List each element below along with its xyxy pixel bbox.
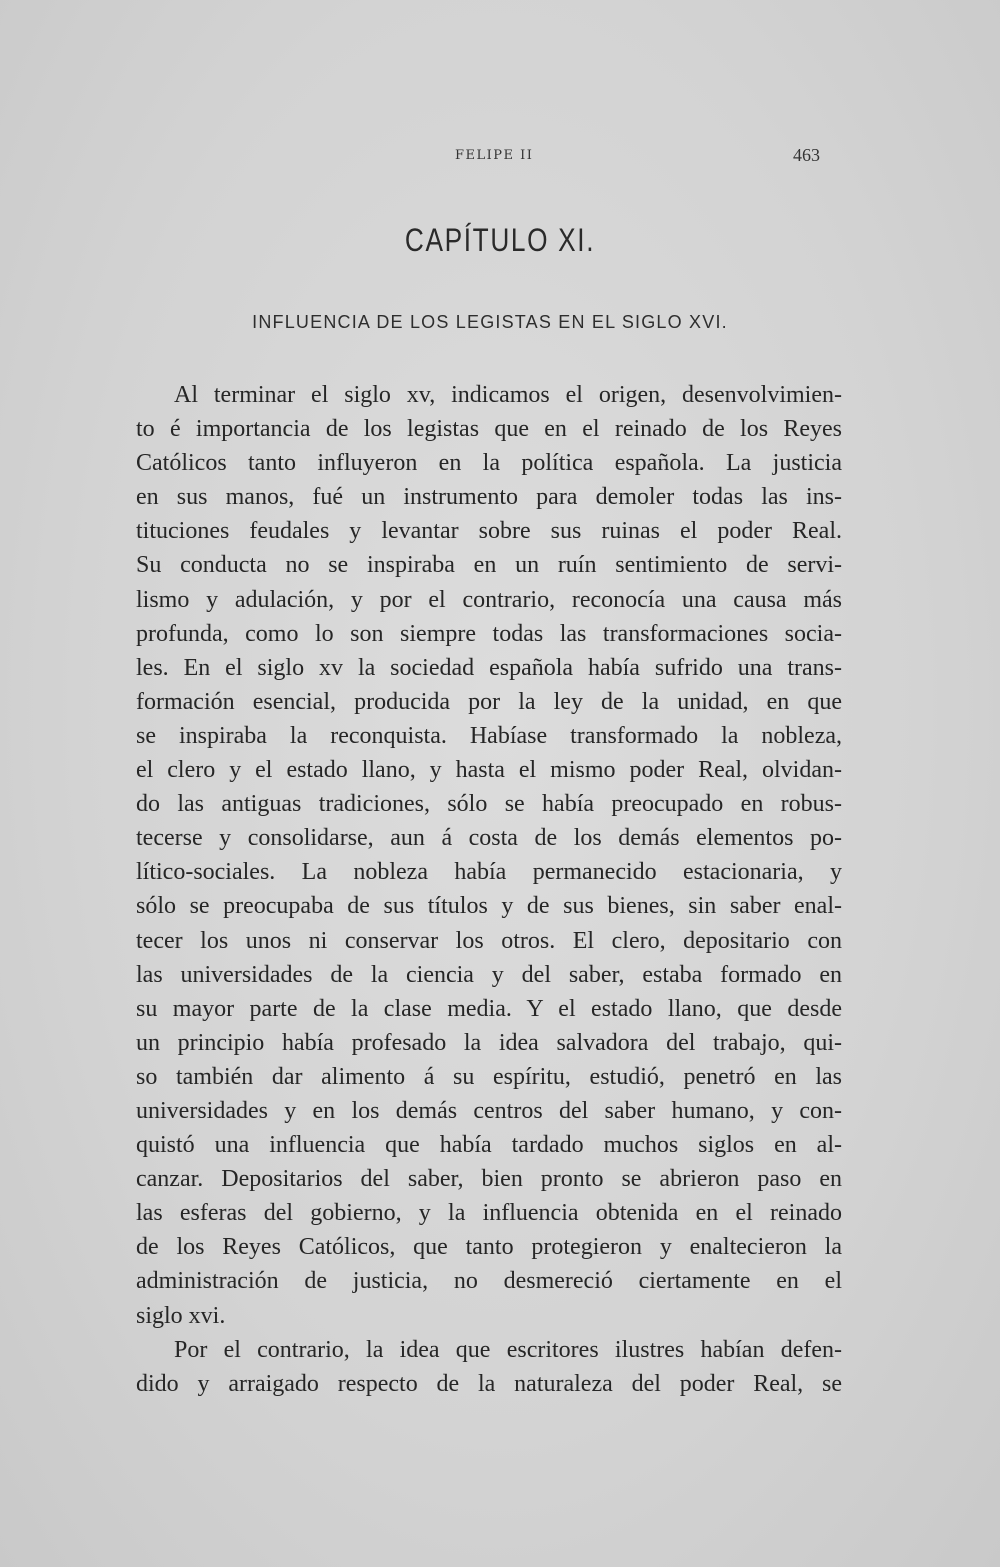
chapter-subtitle: INFLUENCIA DE LOS LEGISTAS EN EL SIGLO XVI. <box>252 312 728 332</box>
text-line: las esferas del gobierno, y la influencia obtenida en el reinado <box>136 1200 842 1227</box>
text-line: to é importancia de los legistas que en el reinado de los Reyes <box>136 416 842 443</box>
running-head <box>140 145 820 172</box>
text-line: universidades y en los demás centros del saber humano, y con- <box>136 1097 842 1124</box>
text-line: tecer los unos ni conservar los otros. El clero, depositario con <box>136 927 842 954</box>
text-line: do las antiguas tradiciones, sólo se había preocupado en robus- <box>136 791 842 818</box>
text-line: en sus manos, fué un instrumento para demoler todas las ins- <box>136 484 842 511</box>
text-line: sólo se preocupaba de sus títulos y de sus bienes, sin saber enal- <box>136 893 842 920</box>
text-line: quistó una influencia que había tardado muchos siglos en al- <box>136 1132 842 1159</box>
text-line: siglo xvi. <box>136 1302 226 1329</box>
text-line: tecerse y consolidarse, aun á costa de los demás elementos po- <box>136 825 842 852</box>
body-text <box>136 378 842 1401</box>
text-line: Católicos tanto influyeron en la política española. La justicia <box>136 450 842 477</box>
running-title: FELIPE II <box>455 148 534 163</box>
text-line: les. En el siglo xv la sociedad española había sufrido una trans- <box>136 654 842 681</box>
text-line: tituciones feudales y levantar sobre sus ruinas el poder Real. <box>136 518 842 545</box>
text-line: Su conducta no se inspiraba en un ruín sentimiento de servi- <box>136 552 842 579</box>
page-number: 463 <box>793 145 820 165</box>
text-line: so también dar alimento á su espíritu, estudió, penetró en las <box>136 1063 842 1090</box>
text-line: se inspiraba la reconquista. Habíase transformado la nobleza, <box>136 722 842 749</box>
text-line: lítico-sociales. La nobleza había permanecido estacionaria, y <box>136 859 842 886</box>
text-line: dido y arraigado respecto de la naturaleza del poder Real, se <box>136 1370 842 1397</box>
text-line: las universidades de la ciencia y del saber, estaba formado en <box>136 961 842 988</box>
text-line: su mayor parte de la clase media. Y el estado llano, que desde <box>136 995 842 1022</box>
text-line: Al terminar el siglo xv, indicamos el origen, desenvolvimien- <box>174 382 842 408</box>
text-line: canzar. Depositarios del saber, bien pronto se abrieron paso en <box>136 1166 842 1193</box>
text-line: profunda, como lo son siempre todas las transformaciones socia- <box>136 620 842 647</box>
text-line: Por el contrario, la idea que escritores ilustres habían defen- <box>174 1336 842 1363</box>
text-line: el clero y el estado llano, y hasta el mismo poder Real, olvidan- <box>136 757 842 784</box>
text-line: formación esencial, producida por la ley de la unidad, en que <box>136 688 842 715</box>
chapter-title: CAPÍTULO XI. <box>404 222 596 258</box>
text-line: administración de justicia, no desmereció ciertamente en el <box>136 1268 842 1295</box>
text-line: un principio había profesado la idea salvadora del trabajo, qui- <box>136 1029 842 1056</box>
text-line: lismo y adulación, y por el contrario, reconocía una causa más <box>136 586 842 613</box>
text-line: de los Reyes Católicos, que tanto protegieron y enaltecieron la <box>136 1234 842 1261</box>
